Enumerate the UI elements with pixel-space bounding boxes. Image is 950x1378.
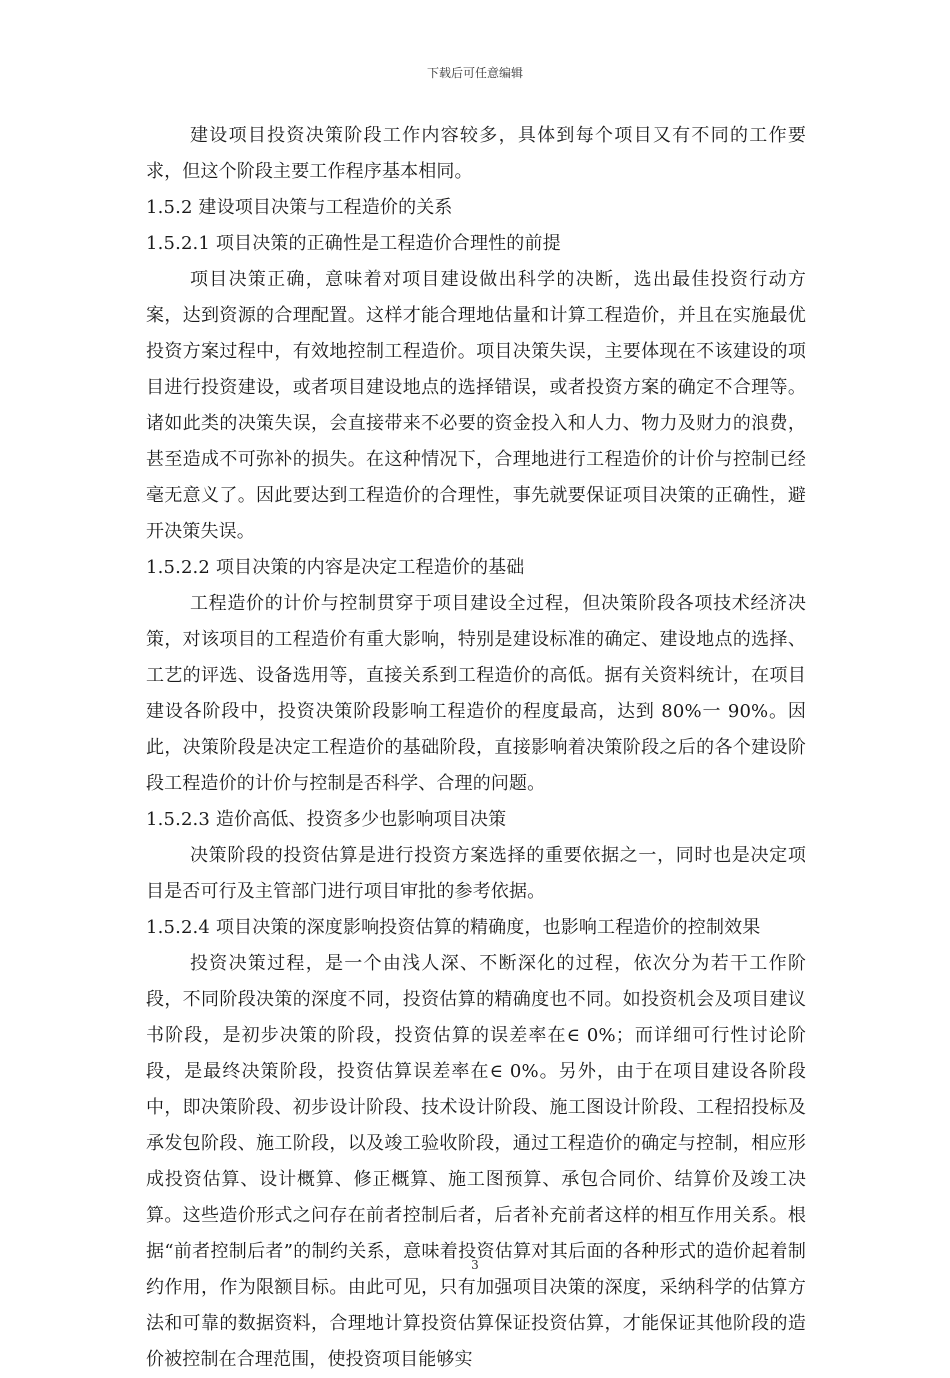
subsection-heading: 1.5.2.1 项目决策的正确性是工程造价合理性的前提 [146,233,561,254]
paragraph: 项目决策正确，意味着对项目建设做出科学的决断，选出最佳投资行动方案，达到资源的合理配置。这样才能合理地估量和计算工程造价，并且在实施最优投资方案过程中，有效地控制工程造价。项目决策失误，主要体现在不该建设的项目进行投资建设，或者项目建设地点的选择错误，或者投资方案的确定不合理等。诸如此类的决策失误，会直接带来不必要的资金投入和人力、物力及财力的浪费，甚至造成不可弥补的损失。在这种情况下，合理地进行工程造价的计价与控制已经毫无意义了。因此要达到工程造价的合理性，事先就要保证项目决策的正确性，避开决策失误。 [146,269,806,542]
page-header: 下载后可任意编辑 [426,66,523,80]
paragraph: 决策阶段的投资估算是进行投资方案选择的重要依据之一，同时也是决定项目是否可行及主管部门进行项目审批的参考依据。 [146,845,806,902]
subsection-heading: 1.5.2.3 造价高低、投资多少也影响项目决策 [146,809,507,830]
section-heading: 1.5.2 建设项目决策与工程造价的关系 [146,197,453,218]
subsection-heading: 1.5.2.2 项目决策的内容是决定工程造价的基础 [146,557,525,578]
subsection-heading: 1.5.2.4 项目决策的深度影响投资估算的精确度，也影响工程造价的控制效果 [146,917,761,938]
paragraph: 工程造价的计价与控制贯穿于项目建设全过程，但决策阶段各项技术经济决策，对该项目的工程造价有重大影响，特别是建设标准的确定、建设地点的选择、工艺的评选、设备选用等，直接关系到工程造价的高低。据有关资料统计，在项目建设各阶段中，投资决策阶段影响工程造价的程度最高，达到 80%一 90%。因此，决策阶段是决定工程造价的基础阶段，直接影响着决策阶段之后的各个建设阶段工程造价的计价与控制是否科学、合理的问题。 [146,593,806,794]
paragraph: 投资决策过程，是一个由浅人深、不断深化的过程，依次分为若干工作阶段，不同阶段决策的深度不同，投资估算的精确度也不同。如投资机会及项目建议书阶段，是初步决策的阶段，投资估算的误差率在∈ 0%；而详细可行性讨论阶段，是最终决策阶段，投资估算误差率在∈ 0%。另外，由于在项目建设各阶段中，即决策阶段、初步设计阶段、技术设计阶段、施工图设计阶段、工程招投标及承发包阶段、施工阶段，以及竣工验收阶段，通过工程造价的确定与控制，相应形成投资估算、设计概算、修正概算、施工图预算、承包合同价、结算价及竣工决算。这些造价形式之问存在前者控制后者，后者补充前者这样的相互作用关系。根据“前者控制后者”的制约关系，意味着投资估算对其后面的各种形式的造价起着制约作用，作为限额目标。由此可见，只有加强项目决策的深度，采纳科学的估算方法和可靠的数据资料，合理地计算投资估算保证投资估算，才能保证其他阶段的造价被控制在合理范围，使投资项目能够实 [146,953,806,1370]
document-body [146,118,806,1378]
page-number: 3 [471,1258,479,1272]
paragraph: 建设项目投资决策阶段工作内容较多，具体到每个项目又有不同的工作要求，但这个阶段主要工作程序基本相同。 [146,125,806,182]
